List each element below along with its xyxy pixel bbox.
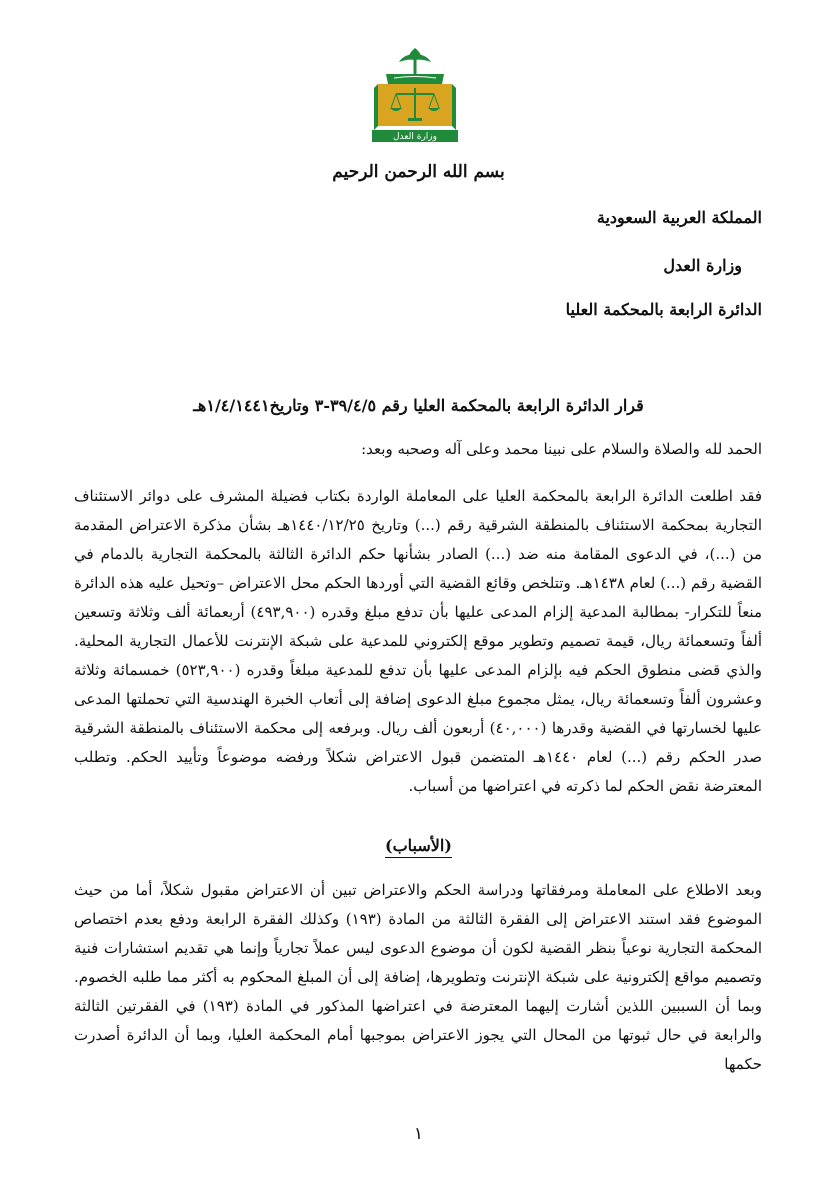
- circuit-name: الدائرة الرابعة بالمحكمة العليا: [565, 300, 762, 319]
- ministry-name: وزارة العدل: [663, 256, 742, 275]
- reasons-paragraph: وبعد الاطلاع على المعاملة ومرفقاتها ودراسة الحكم والاعتراض تبين أن الاعتراض مقبول شكلاً، أما من حيث الموضوع فقد استند الاعتراض إلى الفقرة الثالثة من المادة (١٩٣) وكذلك الفقرة الرابعة ودفع بعدم اختصاص المحكمة التجارية نوعياً بنظر القضية لكون أن موضوع الدعوى ليس عملاً تجارياً وإنما هي تقديم استشارات فنية وتصميم مواقع إلكترونية على شبكة الإنترنت وتطويرها، إضافة إلى أن المبلغ المحكوم به أكثر مما طلبه الخصوم. وبما أن السببين اللذين أشارت إليهما المعترضة في اعتراضها المذكور في المادة (١٩٣) في الفقرتين الثالثة والرابعة في حال ثبوتها من المحال التي يجوز الاعتراض بموجبها أمام المحكمة العليا، وبما أن الدائرة أصدرت حكمها: [74, 881, 762, 1073]
- page-number: ١: [413, 1124, 424, 1144]
- basmala: بسم الله الرحمن الرحيم: [332, 162, 505, 182]
- country-name: المملكة العربية السعودية: [596, 208, 762, 227]
- opening-line: الحمد لله والصلاة والسلام على نبينا محمد وعلى آله وصحبه وبعد:: [361, 440, 762, 458]
- facts-paragraph: فقد اطلعت الدائرة الرابعة بالمحكمة العليا على المعاملة الواردة بكتاب فضيلة المشرف على دوائر الاستئناف التجارية بمحكمة الاستئناف بالمنطقة الشرقية رقم (...) وتاريخ ١٤٤٠/١٢/٢٥هـ بشأن مذكرة الاعتراض المقدمة من (...)، في الدعوى المقامة منه ضد (...) الصادر بشأنها حكم الدائرة الثالثة بالمحكمة التجارية بالدمام في القضية رقم (...) لعام ١٤٣٨هـ. وتتلخص وقائع القضية التي أوردها الحكم محل الاعتراض –وتحيل عليه هذه الدائرة منعاً للتكرار- بمطالبة المدعية إلزام المدعى عليها بأن تدفع مبلغ وقدره (٤٩٣,٩٠٠) أربعمائة ألف وثلاثة وتسعين ألفاً وتسعمائة ريال، قيمة تصميم وتطوير موقع إلكتروني للمدعية على شبكة الإنترنت للأعمال التجارية المحلية. والذي قضى منطوق الحكم فيه بإلزام المدعى عليها بأن تدفع للمدعية مبلغاً وقدره (٥٢٣,٩٠٠) خمسمائة وثلاثة وعشرون ألفاً وتسعمائة ريال، يمثل مجموع مبلغ الدعوى إضافة إلى أتعاب الخبرة الهندسية التي تحملتها المدعى عليها لخسارتها في القضية وقدرها (٤٠,٠٠٠) أربعون ألف ريال. وبرفعه إلى محكمة الاستئناف بالمنطقة الشرقية صدر الحكم رقم (...) لعام ١٤٤٠هـ المتضمن قبول الاعتراض شكلاً ورفضه موضوعاً وتأييد الحكم. وتطلب المعترضة نقض الحكم لما ذكرته في اعتراضها من أسباب.: [74, 487, 763, 795]
- svg-text:وزارة العدل: وزارة العدل: [393, 132, 437, 142]
- reasons-heading-text: (الأسباب): [385, 836, 452, 858]
- reasons-heading: [0, 836, 837, 855]
- ministry-of-justice-logo: [364, 44, 466, 144]
- decision-title: قرار الدائرة الرابعة بالمحكمة العليا رقم ٣٩/٤/٥-٣ وتاريخ١/٤/١٤٤١هـ: [193, 396, 644, 415]
